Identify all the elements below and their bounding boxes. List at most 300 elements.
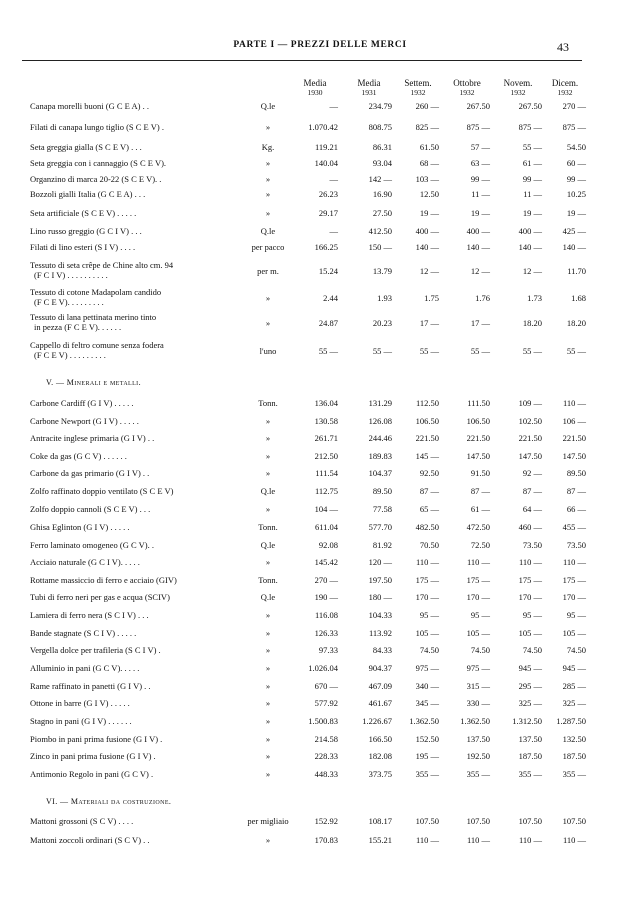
price-cell: 92.50 [419, 468, 439, 478]
item-unit: Q.le [260, 486, 276, 496]
item-unit: » [265, 769, 271, 779]
item-unit: Tonn. [258, 575, 278, 585]
price-cell: 19 — [419, 208, 439, 218]
price-cell: 1.73 [527, 293, 542, 303]
table-row [0, 504, 637, 520]
price-cell: 190 — [314, 592, 338, 602]
price-cell: 136.04 [314, 398, 338, 408]
price-cell: 81.92 [372, 540, 392, 550]
table-row [0, 287, 637, 309]
price-cell: 12.50 [419, 189, 439, 199]
price-cell: — [329, 101, 338, 111]
item-name: Filati di canapa lungo tiglio (S C E V) . [30, 122, 164, 132]
table-row [0, 340, 637, 362]
table-row [0, 628, 637, 644]
price-cell: 107.50 [562, 816, 586, 826]
price-cell: 68 — [419, 158, 439, 168]
price-cell: 140 — [518, 242, 542, 252]
price-cell: 55 — [470, 346, 490, 356]
header-rule [22, 60, 582, 61]
price-cell: 86.31 [372, 142, 392, 152]
price-cell: 945 — [518, 663, 542, 673]
table-row [0, 312, 637, 334]
item-name: Rame raffinato in panetti (G I V) . . [30, 681, 151, 691]
price-cell: 1.226.67 [362, 716, 392, 726]
item-name: Seta greggia con i cannaggio (S C E V). [30, 158, 167, 168]
item-name: Mattoni grossoni (S C V) . . . . [30, 816, 134, 826]
price-cell: 175 — [518, 575, 542, 585]
table-row [0, 610, 637, 626]
price-cell: 1.312.50 [512, 716, 542, 726]
price-cell: 106 — [562, 416, 586, 426]
table-row [0, 242, 637, 258]
table-row [0, 226, 637, 242]
price-cell: 17 — [470, 318, 490, 328]
price-cell: 66 — [566, 504, 586, 514]
price-cell: 73.50 [566, 540, 586, 550]
item-name: Organzino di marca 20-22 (S C E V). . [30, 174, 162, 184]
price-cell: 27.50 [372, 208, 392, 218]
item-unit: » [265, 698, 271, 708]
table-row [0, 663, 637, 679]
item-unit: » [265, 751, 271, 761]
price-cell: 260 — [415, 101, 439, 111]
section-heading-materiali: VI. — Materiali da costruzione. [46, 797, 172, 806]
table-row [0, 433, 637, 449]
price-cell: 55 — [566, 346, 586, 356]
price-cell: 1.76 [475, 293, 490, 303]
price-cell: 17 — [419, 318, 439, 328]
item-unit: » [265, 628, 271, 638]
price-cell: 1.500.83 [308, 716, 338, 726]
column-header-dicembre-1932: Dicem. 1932 [551, 78, 579, 97]
item-name: Acciaio naturale (G C I V). . . . . [30, 557, 140, 567]
price-cell: 55 — [522, 142, 542, 152]
price-cell: 126.33 [314, 628, 338, 638]
price-cell: 340 — [415, 681, 439, 691]
price-cell: 137.50 [518, 734, 542, 744]
price-cell: 105 — [466, 628, 490, 638]
item-name: Ghisa Eglinton (G I V) . . . . . [30, 522, 130, 532]
price-cell: 455 — [562, 522, 586, 532]
price-cell: 107.50 [466, 816, 490, 826]
price-cell: 132.50 [562, 734, 586, 744]
price-cell: 92.08 [318, 540, 338, 550]
table-row [0, 101, 637, 117]
item-name: Canapa morelli buoni (G C E A) . . [30, 101, 149, 111]
price-cell: 221.50 [466, 433, 490, 443]
price-cell: 97.33 [318, 645, 338, 655]
page-number: 43 [557, 40, 569, 54]
price-cell: 99 — [522, 174, 542, 184]
price-cell: 72.50 [470, 540, 490, 550]
price-cell: 16.90 [372, 189, 392, 199]
item-name: Coke da gas (G C V) . . . . . . [30, 451, 127, 461]
item-name: Rottame massiccio di ferro e acciaio (GIV) [30, 575, 177, 585]
item-name: Bande stagnate (S C I V) . . . . . [30, 628, 137, 638]
table-row [0, 208, 637, 224]
table-row [0, 189, 637, 205]
price-cell: 175 — [562, 575, 586, 585]
price-cell: 15.24 [318, 266, 338, 276]
price-cell: 467.09 [368, 681, 392, 691]
price-cell: 1.026.04 [308, 663, 338, 673]
item-name: Lino russo greggio (G C I V) . . . [30, 226, 142, 236]
item-unit: » [265, 645, 271, 655]
price-cell: 267.50 [466, 101, 490, 111]
price-cell: 875 — [518, 122, 542, 132]
item-name-continued: (F C E V) . . . . . . . . . [34, 350, 106, 360]
section-heading-minerali: V. — Minerali e metalli. [46, 378, 141, 387]
item-unit: Q.le [260, 592, 276, 602]
price-cell: 110 — [518, 557, 542, 567]
price-cell: 221.50 [415, 433, 439, 443]
price-cell: 110 — [466, 835, 490, 845]
price-cell: 945 — [562, 663, 586, 673]
price-cell: 110 — [466, 557, 490, 567]
price-cell: 110 — [415, 835, 439, 845]
table-row [0, 260, 637, 282]
price-cell: 285 — [562, 681, 586, 691]
item-name: Tessuto di cotone Madapolam candido (F C E V). . . . . . . . . [30, 287, 162, 307]
price-cell: 261.71 [314, 433, 338, 443]
price-cell: 11 — [523, 189, 542, 199]
price-cell: 412.50 [368, 226, 392, 236]
price-cell: 1.93 [377, 293, 392, 303]
price-cell: 112.75 [314, 486, 338, 496]
table-row [0, 645, 637, 661]
price-cell: 74.50 [522, 645, 542, 655]
item-unit: » [265, 610, 271, 620]
price-cell: 11.70 [567, 266, 586, 276]
price-cell: 105 — [415, 628, 439, 638]
price-cell: 214.58 [314, 734, 338, 744]
price-cell: 355 — [562, 769, 586, 779]
price-cell: 808.75 [368, 122, 392, 132]
item-name: Lamiera di ferro nera (S C I V) . . . [30, 610, 149, 620]
price-cell: 111.50 [467, 398, 490, 408]
item-unit: Kg. [261, 142, 275, 152]
price-cell: 212.50 [314, 451, 338, 461]
price-cell: 187.50 [562, 751, 586, 761]
price-cell: 180 — [368, 592, 392, 602]
price-cell: 95 — [470, 610, 490, 620]
table-row [0, 540, 637, 556]
price-cell: 104.37 [368, 468, 392, 478]
price-cell: 87 — [522, 486, 542, 496]
price-cell: 355 — [415, 769, 439, 779]
price-cell: 189.83 [368, 451, 392, 461]
item-unit: » [265, 663, 271, 673]
price-cell: 145 — [415, 451, 439, 461]
price-cell: 460 — [518, 522, 542, 532]
item-name: Tubi di ferro neri per gas e acqua (SCIV) [30, 592, 170, 602]
table-row [0, 451, 637, 467]
price-cell: 104.33 [368, 610, 392, 620]
price-cell: 89.50 [372, 486, 392, 496]
item-name: Zinco in pani prima fusione (G I V) . [30, 751, 156, 761]
price-cell: 472.50 [466, 522, 490, 532]
price-cell: 187.50 [518, 751, 542, 761]
price-cell: 19 — [522, 208, 542, 218]
price-cell: 95 — [522, 610, 542, 620]
price-cell: 55 — [318, 346, 338, 356]
price-cell: 170 — [562, 592, 586, 602]
price-cell: 904.37 [368, 663, 392, 673]
item-unit: » [265, 734, 271, 744]
item-unit: » [265, 416, 271, 426]
table-row [0, 769, 637, 785]
price-cell: 147.50 [562, 451, 586, 461]
price-cell: 61 — [470, 504, 490, 514]
price-cell: 74.50 [566, 645, 586, 655]
item-name: Antimonio Regolo in pani (G C V) . [30, 769, 154, 779]
table-row [0, 592, 637, 608]
price-cell: 145.42 [314, 557, 338, 567]
price-cell: 170 — [466, 592, 490, 602]
price-cell: 91.50 [470, 468, 490, 478]
price-cell: 73.50 [522, 540, 542, 550]
table-row [0, 522, 637, 538]
item-name: Stagno in pani (G I V) . . . . . . [30, 716, 132, 726]
price-cell: 270 — [314, 575, 338, 585]
table-row [0, 398, 637, 414]
table-row [0, 158, 637, 174]
price-cell: 108.17 [368, 816, 392, 826]
item-name: Carbone da gas primario (G I V) . . [30, 468, 150, 478]
price-cell: 875 — [562, 122, 586, 132]
price-cell: 150 — [368, 242, 392, 252]
price-cell: 13.79 [372, 266, 392, 276]
price-cell: 11 — [471, 189, 490, 199]
item-unit: » [265, 433, 271, 443]
price-cell: 2.44 [323, 293, 338, 303]
price-cell: 65 — [419, 504, 439, 514]
price-cell: 54.50 [566, 142, 586, 152]
price-cell: 325 — [562, 698, 586, 708]
item-name: Ottone in barre (G I V) . . . . . [30, 698, 130, 708]
price-cell: 166.50 [368, 734, 392, 744]
item-unit: per migliaio [247, 816, 289, 826]
price-cell: 1.287.50 [556, 716, 586, 726]
item-unit: » [265, 716, 271, 726]
price-cell: 110 — [518, 835, 542, 845]
price-cell: 448.33 [314, 769, 338, 779]
item-unit: » [265, 318, 271, 328]
item-name: Antracite inglese primaria (G I V) . . [30, 433, 155, 443]
price-cell: 110 — [562, 835, 586, 845]
price-cell: 152.92 [314, 816, 338, 826]
column-header-media-1931: Media 1931 [357, 78, 381, 97]
price-cell: 373.75 [368, 769, 392, 779]
price-cell: 182.08 [368, 751, 392, 761]
price-cell: 1.362.50 [460, 716, 490, 726]
price-cell: 267.50 [518, 101, 542, 111]
price-cell: 74.50 [470, 645, 490, 655]
price-cell: 142 — [368, 174, 392, 184]
item-unit: » [265, 293, 271, 303]
table-row [0, 698, 637, 714]
price-cell: 975 — [466, 663, 490, 673]
price-cell: 400 — [518, 226, 542, 236]
item-name: Bozzoli gialli Italia (G C E A) . . . [30, 189, 146, 199]
price-cell: 975 — [415, 663, 439, 673]
price-cell: 197.50 [368, 575, 392, 585]
price-cell: 112.50 [415, 398, 439, 408]
item-name: Vergella dolce per trafileria (S C I V) . [30, 645, 161, 655]
table-row [0, 486, 637, 502]
price-cell: 60 — [566, 158, 586, 168]
item-unit: Tonn. [258, 522, 278, 532]
price-cell: 170 — [415, 592, 439, 602]
price-cell: 234.79 [368, 101, 392, 111]
column-header-media-1930: Media 1930 [303, 78, 327, 97]
price-cell: 110 — [562, 557, 586, 567]
column-header-settembre-1932: Settem. 1932 [404, 78, 432, 97]
price-cell: 107.50 [518, 816, 542, 826]
price-cell: 166.25 [314, 242, 338, 252]
price-cell: 99 — [470, 174, 490, 184]
item-name: Seta artificiale (S C E V) . . . . . [30, 208, 137, 218]
table-row [0, 835, 637, 851]
item-name: Cappello di feltro comune senza fodera (F C E V) . . . . . . . . . [30, 340, 164, 360]
header-title: PARTE I — PREZZI DELLE MERCI [233, 40, 407, 50]
price-cell: 87 — [419, 486, 439, 496]
price-cell: 400 — [466, 226, 490, 236]
price-cell: 113.92 [368, 628, 392, 638]
table-row [0, 142, 637, 158]
item-unit: per pacco [251, 242, 285, 252]
price-cell: 55 — [372, 346, 392, 356]
price-cell: 26.23 [318, 189, 338, 199]
price-cell: 74.50 [419, 645, 439, 655]
price-cell: 109 — [518, 398, 542, 408]
column-header-novembre-1932: Novem. 1932 [503, 78, 533, 97]
price-cell: 95 — [566, 610, 586, 620]
price-cell: 10.25 [566, 189, 586, 199]
price-cell: 95 — [419, 610, 439, 620]
price-cell: 111.54 [315, 468, 338, 478]
price-cell: 170 — [518, 592, 542, 602]
item-unit: Q.le [260, 101, 276, 111]
table-row [0, 681, 637, 697]
price-cell: 24.87 [318, 318, 338, 328]
price-cell: 325 — [518, 698, 542, 708]
item-unit: » [265, 122, 271, 132]
item-unit: Q.le [260, 540, 276, 550]
price-cell: 106.50 [415, 416, 439, 426]
price-cell: 87 — [566, 486, 586, 496]
item-unit: per m. [257, 266, 279, 276]
item-name-continued: in pezza (F C E V). . . . . . [34, 322, 122, 332]
price-cell: — [329, 226, 338, 236]
item-unit: » [265, 835, 271, 845]
price-cell: 107.50 [415, 816, 439, 826]
price-cell: 155.21 [368, 835, 392, 845]
price-cell: 120 — [368, 557, 392, 567]
price-cell: 461.67 [368, 698, 392, 708]
item-unit: » [265, 557, 271, 567]
price-cell: 12 — [470, 266, 490, 276]
item-name: Carbone Cardiff (G I V) . . . . . [30, 398, 134, 408]
price-cell: 55 — [419, 346, 439, 356]
price-cell: 110 — [562, 398, 586, 408]
item-unit: » [265, 189, 271, 199]
price-cell: 221.50 [518, 433, 542, 443]
price-cell: 77.58 [372, 504, 392, 514]
price-cell: 577.92 [314, 698, 338, 708]
price-cell: 12 — [522, 266, 542, 276]
price-cell: 1.070.42 [308, 122, 338, 132]
price-cell: 270 — [562, 101, 586, 111]
price-cell: 1.75 [424, 293, 439, 303]
price-cell: 1.68 [571, 293, 586, 303]
price-cell: 61 — [522, 158, 542, 168]
price-cell: 192.50 [466, 751, 490, 761]
price-cell: 84.33 [372, 645, 392, 655]
item-name: Carbone Newport (G I V) . . . . . [30, 416, 139, 426]
price-cell: 221.50 [562, 433, 586, 443]
price-cell: 104 — [314, 504, 338, 514]
price-cell: 18.20 [522, 318, 542, 328]
price-cell: 20.23 [372, 318, 392, 328]
price-cell: 175 — [415, 575, 439, 585]
item-name: Mattoni zoccoli ordinari (S C V) . . [30, 835, 150, 845]
table-row [0, 557, 637, 573]
price-cell: 1.362.50 [409, 716, 439, 726]
price-cell: 140.04 [314, 158, 338, 168]
price-cell: 131.29 [368, 398, 392, 408]
item-name: Tessuto di seta crêpe de Chine alto cm. 94 (F C I V) . . . . . . . . . . [30, 260, 174, 280]
price-cell: 106.50 [466, 416, 490, 426]
price-cell: 89.50 [566, 468, 586, 478]
price-cell: 315 — [466, 681, 490, 691]
price-cell: 330 — [466, 698, 490, 708]
price-cell: 29.17 [318, 208, 338, 218]
running-header [0, 40, 637, 54]
table-row [0, 816, 637, 832]
table-row [0, 122, 637, 138]
price-cell: 116.08 [314, 610, 338, 620]
price-cell: 825 — [415, 122, 439, 132]
price-cell: 400 — [415, 226, 439, 236]
price-cell: 63 — [470, 158, 490, 168]
price-cell: 99 — [566, 174, 586, 184]
item-unit: » [265, 451, 271, 461]
price-cell: 170.83 [314, 835, 338, 845]
price-cell: 119.21 [314, 142, 338, 152]
table-row [0, 734, 637, 750]
item-name: Zolfo raffinato doppio ventilato (S C E V) [30, 486, 174, 496]
price-cell: 244.46 [368, 433, 392, 443]
price-cell: 228.33 [314, 751, 338, 761]
price-cell: 137.50 [466, 734, 490, 744]
item-name: Tessuto di lana pettinata merino tinto in pezza (F C E V). . . . . . [30, 312, 157, 332]
price-cell: 55 — [522, 346, 542, 356]
item-name: Ferro laminato omogeneo (G C V). . [30, 540, 155, 550]
item-unit: » [265, 158, 271, 168]
item-name: Seta greggia gialla (S C E V) . . . [30, 142, 142, 152]
item-name-continued: (F C I V) . . . . . . . . . . [34, 270, 108, 280]
table-row [0, 716, 637, 732]
column-header-ottobre-1932: Ottobre 1932 [453, 78, 481, 97]
price-cell: 126.08 [368, 416, 392, 426]
price-cell: 152.50 [415, 734, 439, 744]
table-row [0, 174, 637, 190]
price-cell: 105 — [518, 628, 542, 638]
price-cell: 18.20 [566, 318, 586, 328]
price-cell: 147.50 [466, 451, 490, 461]
